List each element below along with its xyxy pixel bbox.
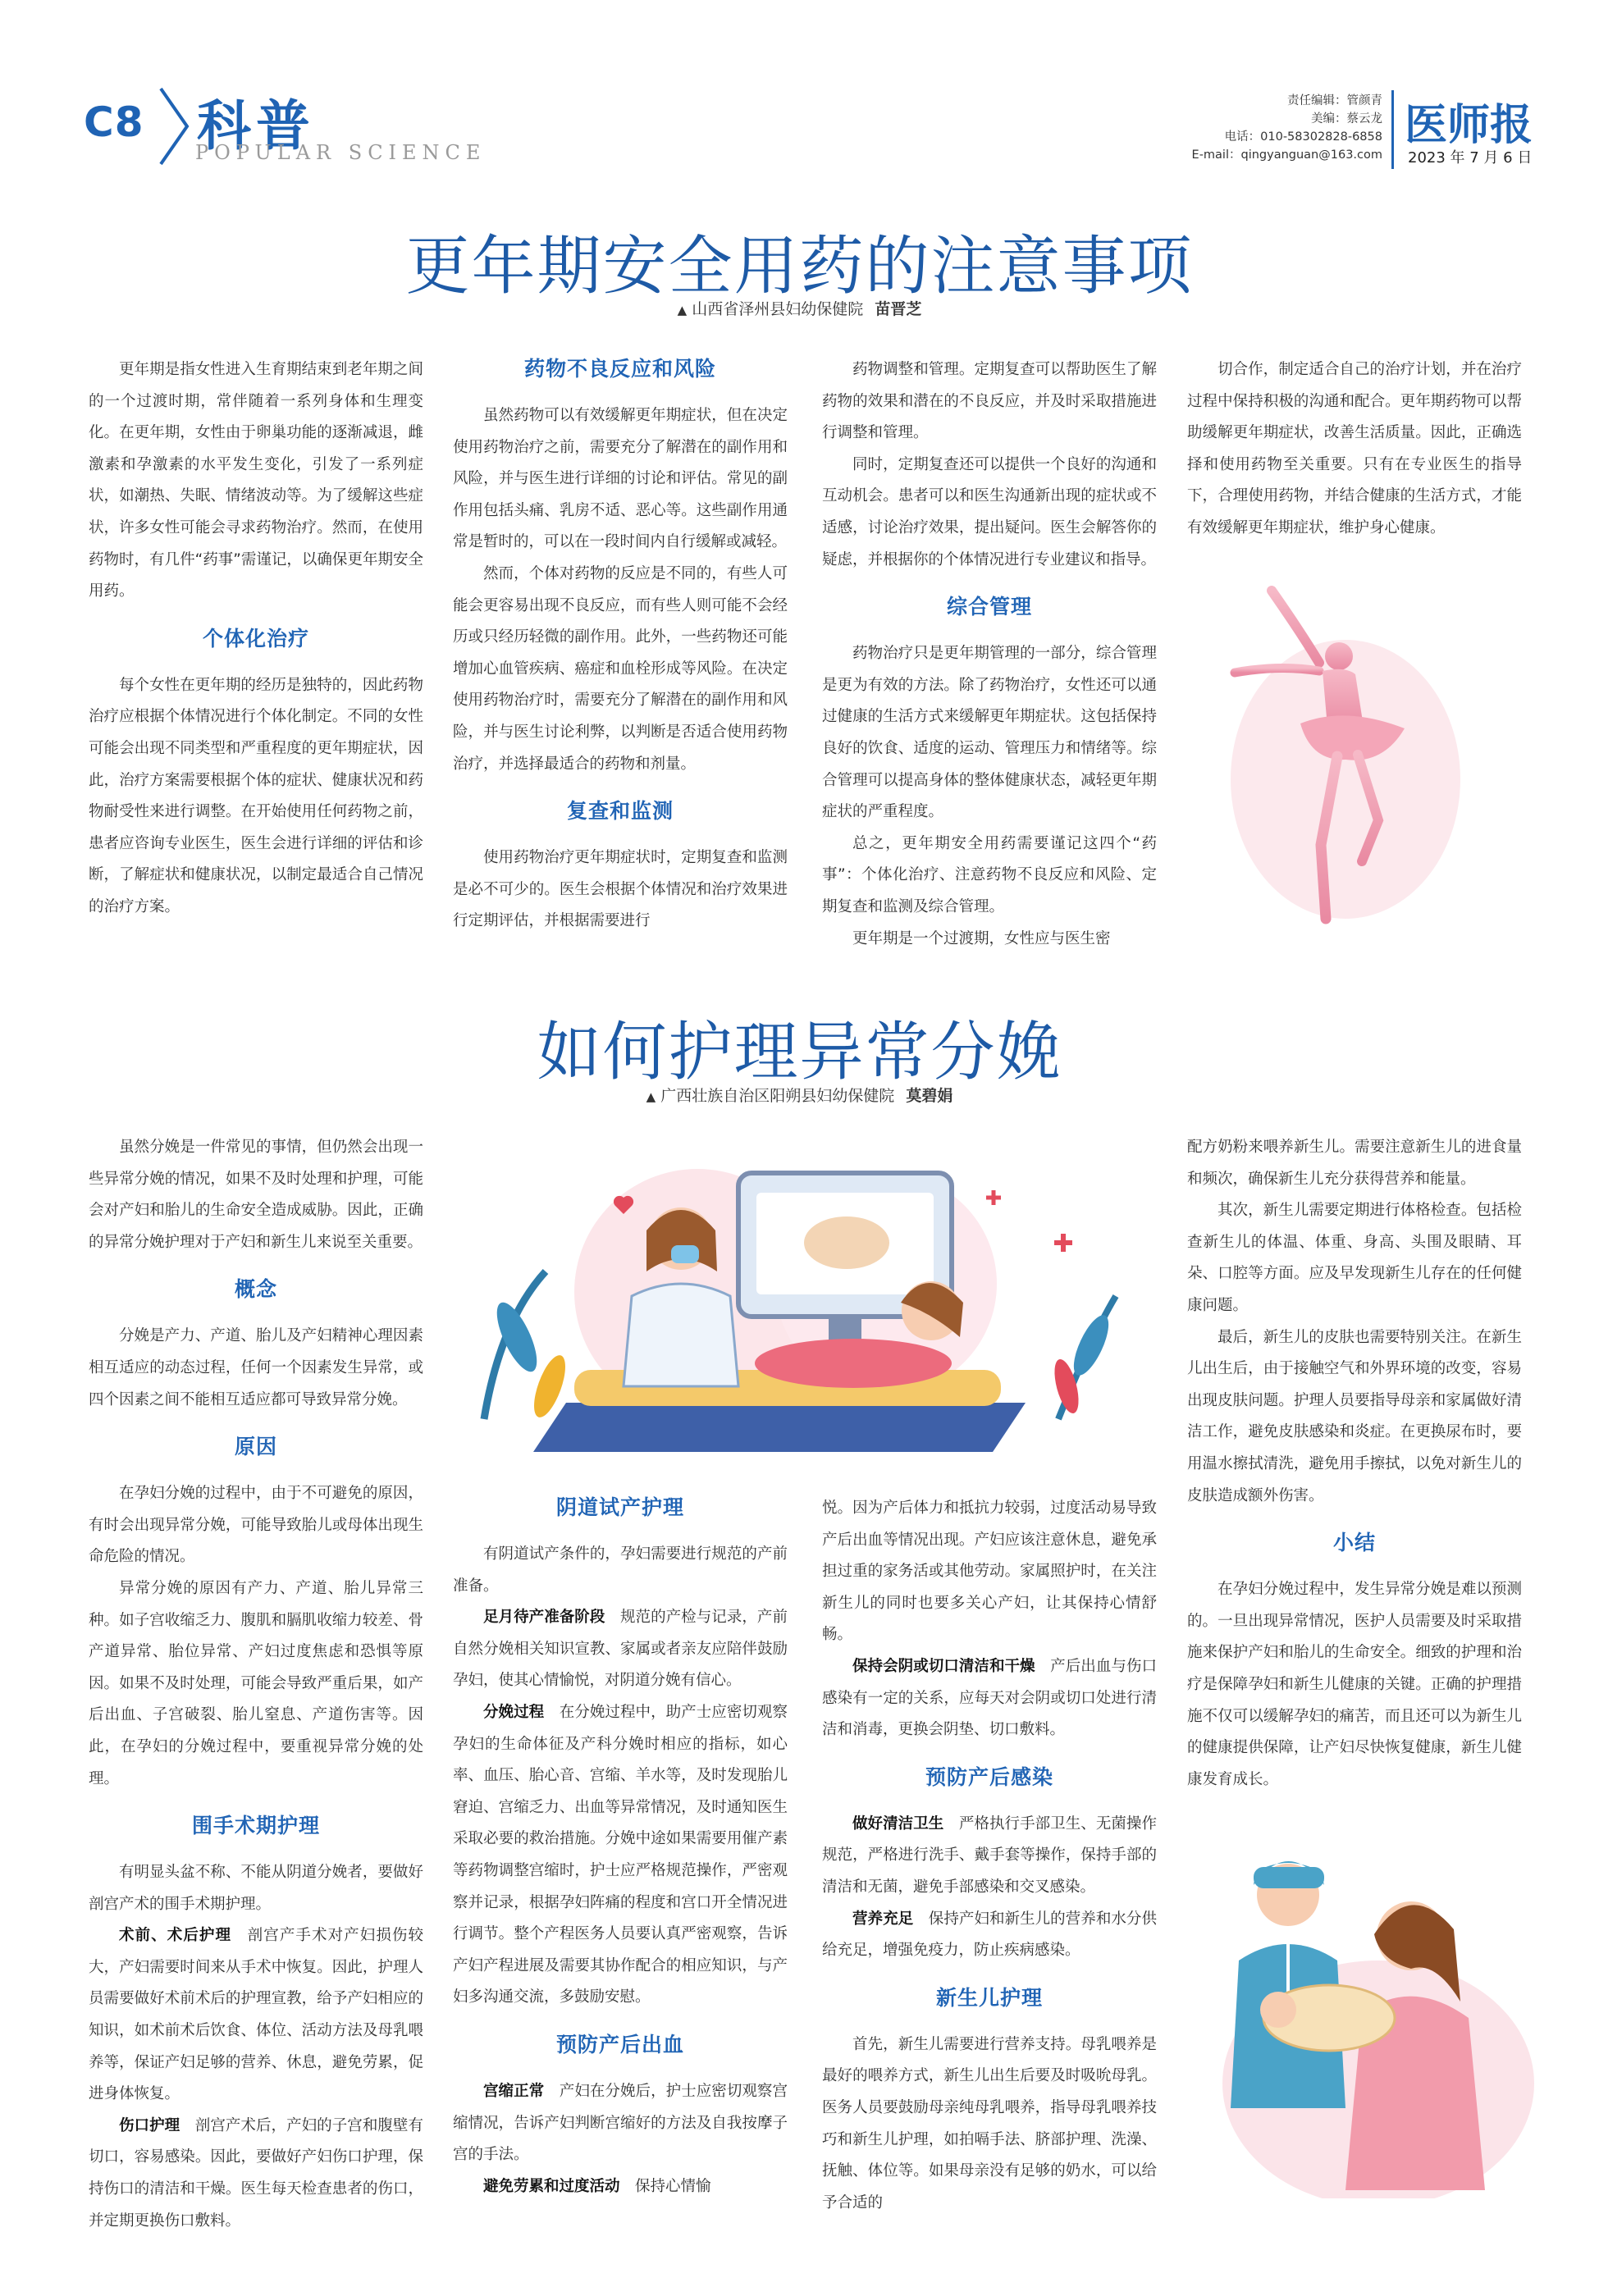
triangle-icon: ▲ [646,1089,656,1104]
paragraph [453,2076,788,2171]
paragraph-body: 保持心情愉 [635,2177,711,2195]
paragraph-lead: 做好清洁卫生 [852,1814,944,1833]
paragraph: 其次，新生儿需要定期进行体格检查。包括检查新生儿的体温、体重、身高、头围及眼睛、耳朵、口腔等方面。应及早发现新生儿存在的任何健康问题。 [1187,1202,1522,1314]
paragraph-lead: 伤口护理 [119,2116,180,2134]
paragraph [89,2111,423,2237]
paragraph: 在孕妇分娩过程中，发生异常分娩是难以预测的。一旦出现异常情况，医护人员需要及时采取措施来保护产妇和胎儿的生命安全。细致的护理和治疗是保障孕妇和新生儿健康的关键。正确的护理措施不仅可以缓解孕妇的痛苦，而且还可以为新生儿的健康提供保障，让产妇尽快恢复健康，新生儿健康发育成长。 [1187,1581,1522,1788]
paragraph: 首先，新生儿需要进行营养支持。母乳喂养是最好的喂养方式，新生儿出生后要及时吸吮母乳。医务人员要鼓励母亲纯母乳喂养，指导母乳喂养技巧和新生儿护理，如拍嗝手法、脐部护理、洗澡、抚触、体位等。如果母亲没有足够的奶水，可以给予合适的 [822,2035,1157,2212]
phone-line: 电话：010-58302828-6858 [1224,130,1382,144]
paragraph-body: 产妇在分娩后，护士应密切观察宫缩情况，告诉产妇判断宫缩好的方法及自我按摩子宫的手法。 [453,2082,788,2164]
subheading: 综合管理 [946,595,1032,619]
paragraph-body: 保持产妇和新生儿的营养和水分供给充足，增强免疫力，防止疾病感染。 [822,1910,1157,1960]
paragraph-lead: 营养充足 [852,1910,914,1928]
paragraph: 药物治疗只是更年期管理的一部分，综合管理是更为有效的方法。除了药物治疗，女性还可以通过健康的生活方式来缓解更年期症状。这包括保持良好的饮食、适度的运动、管理压力和情绪等。综合管理可以提高身体的整体健康状态，减轻更年期症状的严重程度。 [822,645,1157,821]
article2-byline-author: 莫碧娟 [906,1087,953,1105]
paragraph: 悦。因为产后体力和抵抗力较弱，过度活动易导致产后出血等情况出现。产妇应该注意休息，避免承担过重的家务活或其他劳动。家属照护时，在关注新生儿的同时也要多关心产妇，让其保持心情舒畅。 [822,1499,1157,1644]
paragraph: 每个女性在更年期的经历是独特的，因此药物治疗应根据个体情况进行个体化制定。不同的女性可能会出现不同类型和严重程度的更年期症状，因此，治疗方案需要根据个体的症状、健康状况和药物耐受性来进行调整。在开始使用任何药物之前，患者应咨询专业医生，医生会进行详细的评估和诊断，了解症状和健康状况，以制定最适合自己情况的治疗方案。 [89,676,423,915]
email-line: E-mail：qingyanguan@163.com [1191,148,1382,162]
subheading: 个体化治疗 [202,626,309,650]
paragraph: 分娩是产力、产道、胎儿及产妇精神心理因素相互适应的动态过程，任何一个因素发生异常，或四个因素之间不能相互适应都可导致异常分娩。 [89,1327,423,1408]
paragraph [822,1904,1157,1967]
article2-title: 如何护理异常分娩 [537,1016,1062,1089]
paragraph [822,1809,1157,1904]
article1-column-1 [89,354,423,924]
paragraph-lead: 足月待产准备阶段 [483,1609,605,1627]
article1-title: 更年期安全用药的注意事项 [405,230,1194,304]
editor-info [1192,92,1382,164]
subheading: 概念 [234,1277,277,1302]
subheading: 预防产后感染 [925,1764,1053,1789]
paragraph [453,2171,788,2203]
article1-column-4 [1187,354,1522,545]
paragraph: 最后，新生儿的皮肤也需要特别关注。在新生儿出生后，由于接触空气和外界环境的改变，容易出现皮肤问题。护理人员要指导母亲和家属做好清洁工作，避免皮肤感染和炎症。在更换尿布时，要用温水擦拭清洗，避免用手擦拭，以免对新生儿的皮肤造成额外伤害。 [1187,1328,1522,1504]
article2-byline-org: 广西壮族自治区阳朔县妇幼保健院 [660,1087,895,1105]
paragraph-lead: 分娩过程 [483,1703,545,1721]
article2-column-3 [822,1493,1157,2219]
section-subtitle: POPULAR SCIENCE [195,141,487,164]
paragraph-body: 产后出血与伤口感染有一定的关系，应每天对会阴或切口处进行清洁和消毒，更换会阴垫、切口敷料。 [822,1657,1157,1739]
subheading: 新生儿护理 [935,1985,1043,2010]
subheading: 围手术期护理 [191,1814,320,1838]
article1-byline-org: 山西省泽州县妇幼保健院 [692,300,864,318]
ultrasound-exam-illustration [468,1148,1124,1477]
paragraph-lead: 保持会阴或切口清洁和干燥 [852,1657,1035,1675]
paragraph: 同时，定期复查还可以提供一个良好的沟通和互动机会。患者可以和医生沟通新出现的症状或不适感，讨论治疗效果，提出疑问。医生会解答你的疑虑，并根据你的个体情况进行专业建议和指导。 [822,455,1157,568]
masthead-divider [1391,90,1394,169]
paragraph-body: 剖宫产手术对产妇损伤较大，产妇需要时间来从手术中恢复。因此，护理人员需要做好术前术后的护理宣教，给予产妇相应的知识，如术前术后饮食、体位、活动方法及母乳喂养等，保证产妇足够的营养、休息，避免劳累，促进身体恢复。 [89,1927,423,2103]
paragraph: 虽然分娩是一件常见的事情，但仍然会出现一些异常分娩的情况，如果不及时处理和护理，可能会对产妇和胎儿的生命安全造成威胁。因此，正确的异常分娩护理对于产妇和新生儿来说至关重要。 [89,1139,423,1251]
paragraph [453,1697,788,2014]
paragraph: 更年期是指女性进入生育期结束到老年期之间的一个过渡时期，常伴随着一系列身体和生理变化。在更年期，女性由于卵巢功能的逐渐减退，雌激素和孕激素的水平发生变化，引发了一系列症状，如潮热、失眠、情绪波动等。为了缓解这些症状，许多女性可能会寻求药物治疗。然而，在使用药物时，有几件“药事”需谨记，以确保更年期安全用药。 [89,361,423,600]
subheading: 阴道试产护理 [555,1495,684,1519]
article2-column-1 [89,1132,423,2237]
article1-column-2 [453,354,788,938]
paragraph: 更年期是一个过渡期，女性应与医生密 [852,929,1111,947]
subheading: 小结 [1332,1531,1376,1555]
paragraph: 总之，更年期安全用药需要谨记这四个“药事”：个体化治疗、注意药物不良反应和风险、定期复查和监测及综合管理。 [822,834,1157,915]
paragraph: 配方奶粉来喂养新生儿。需要注意新生儿的进食量和频次，确保新生儿充分获得营养和能量。 [1187,1139,1522,1188]
article1-byline [0,297,1599,319]
issue-date: 2023 年 7 月 6 日 [1408,149,1533,167]
paragraph-body: 剖宫产术后，产妇的子宫和腹壁有切口，容易感染。因此，要做好产妇伤口护理，保持伤口的清洁和干燥。医生每天检查患者的伤口，并定期更换伤口敷料。 [89,2116,423,2230]
triangle-icon: ▲ [677,303,688,317]
paragraph-lead: 宫缩正常 [483,2082,545,2100]
subheading: 复查和监测 [566,799,674,824]
paragraph: 使用药物治疗更年期症状时，定期复查和监测是必不可少的。医生会根据个体情况和治疗效果进行定期评估，并根据需要进行 [453,849,788,930]
subheading: 预防产后出血 [555,2032,684,2056]
paragraph: 切合作，制定适合自己的治疗计划，并在治疗过程中保持积极的沟通和配合。更年期药物可以帮助缓解更年期症状，改善生活质量。因此，正确选择和使用药物至关重要。只有在专业医生的指导下，合理使用药物，并结合健康的生活方式，才能有效缓解更年期症状，维护身心健康。 [1187,361,1522,536]
paragraph-lead: 避免劳累和过度活动 [483,2177,620,2195]
article2-byline [0,1084,1599,1106]
newspaper-name: 医师报 [1405,100,1533,150]
paragraph [822,1651,1157,1746]
chevron-right-icon [156,85,192,167]
designer-line: 美编：蔡云龙 [1311,112,1382,126]
paragraph: 在孕妇分娩的过程中，由于不可避免的原因，有时会出现异常分娩，可能导致胎儿或母体出现生命危险的情况。 [89,1485,423,1566]
page-number: C8 [84,98,144,146]
paragraph: 然而，个体对药物的反应是不同的，有些人可能会更容易出现不良反应，而有些人则可能不会经历或只经历轻微的副作用。此外，一些药物还可能增加心血管疾病、癌症和血栓形成等风险。在决定使用药物治疗时，需要充分了解潜在的副作用和风险，并与医生讨论利弊，以判断是否适合使用药物治疗，并选择最适合的药物和剂量。 [453,564,788,773]
article1-column-3 [822,354,1157,955]
editor-line: 责任编辑：管颜青 [1287,94,1382,107]
subheading: 原因 [234,1435,277,1459]
article2-column-4 [1187,1132,1522,1796]
ballerina-illustration [1222,574,1469,927]
paragraph: 异常分娩的原因有产力、产道、胎儿异常三种。如子宫收缩乏力、腹肌和膈肌收缩力较差、骨产道异常、胎位异常、产妇过度焦虑和恐惧等原因。如果不及时处理，可能会导致严重后果，如产后出血、子宫破裂、胎儿窒息、产道伤害等。因此，在孕妇的分娩过程中，要重视异常分娩的处理。 [89,1579,423,1787]
paragraph [453,1602,788,1697]
paragraph-lead: 术前、术后护理 [119,1927,232,1945]
paragraph-body: 规范的产检与记录，产前自然分娩相关知识宣教、家属或者亲友应陪伴鼓励孕妇，使其心情愉悦，对阴道分娩有信心。 [453,1609,788,1690]
newborn-care-illustration [1165,1837,1534,2198]
paragraph [89,1920,423,2111]
paragraph-body: 严格执行手部卫生、无菌操作规范，严格进行洗手、戴手套等操作，保持手部的清洁和无菌，避免手部感染和交叉感染。 [822,1814,1157,1896]
paragraph: 有明显头盆不称、不能从阴道分娩者，要做好剖宫产术的围手术期护理。 [89,1864,423,1913]
paragraph: 有阴道试产条件的，孕妇需要进行规范的产前准备。 [453,1545,788,1595]
paragraph-body: 在分娩过程中，助产士应密切观察孕妇的生命体征及产科分娩时相应的指标，如心率、血压、胎心音、宫缩、羊水等，及时发现胎儿窘迫、宫缩乏力、出血等异常情况，及时通知医生采取必要的救治措施。分娩中途如果需要用催产素等药物调整宫缩时，护士应严格规范操作，严密观察并记录，根据孕妇阵痛的程度和宫口开全情况进行调节。整个产程医务人员要认真严密观察，告诉产妇产程进展及需要其协作配合的相应知识，与产妇多沟通交流，多鼓励安慰。 [453,1703,788,2006]
article1-byline-author: 苗晋芝 [875,300,922,318]
section-title: 科普 [197,94,315,157]
subheading: 药物不良反应和风险 [523,357,716,381]
paragraph: 虽然药物可以有效缓解更年期症状，但在决定使用药物治疗之前，需要充分了解潜在的副作用和风险，并与医生进行详细的讨论和评估。常见的副作用包括头痛、乳房不适、恶心等。这些副作用通常是暂时的，可以在一段时间内自行缓解或减轻。 [453,407,788,551]
paragraph: 药物调整和管理。定期复查可以帮助医生了解药物的效果和潜在的不良反应，并及时采取措施进行调整和管理。 [822,361,1157,442]
article2-column-2 [453,1493,788,2202]
